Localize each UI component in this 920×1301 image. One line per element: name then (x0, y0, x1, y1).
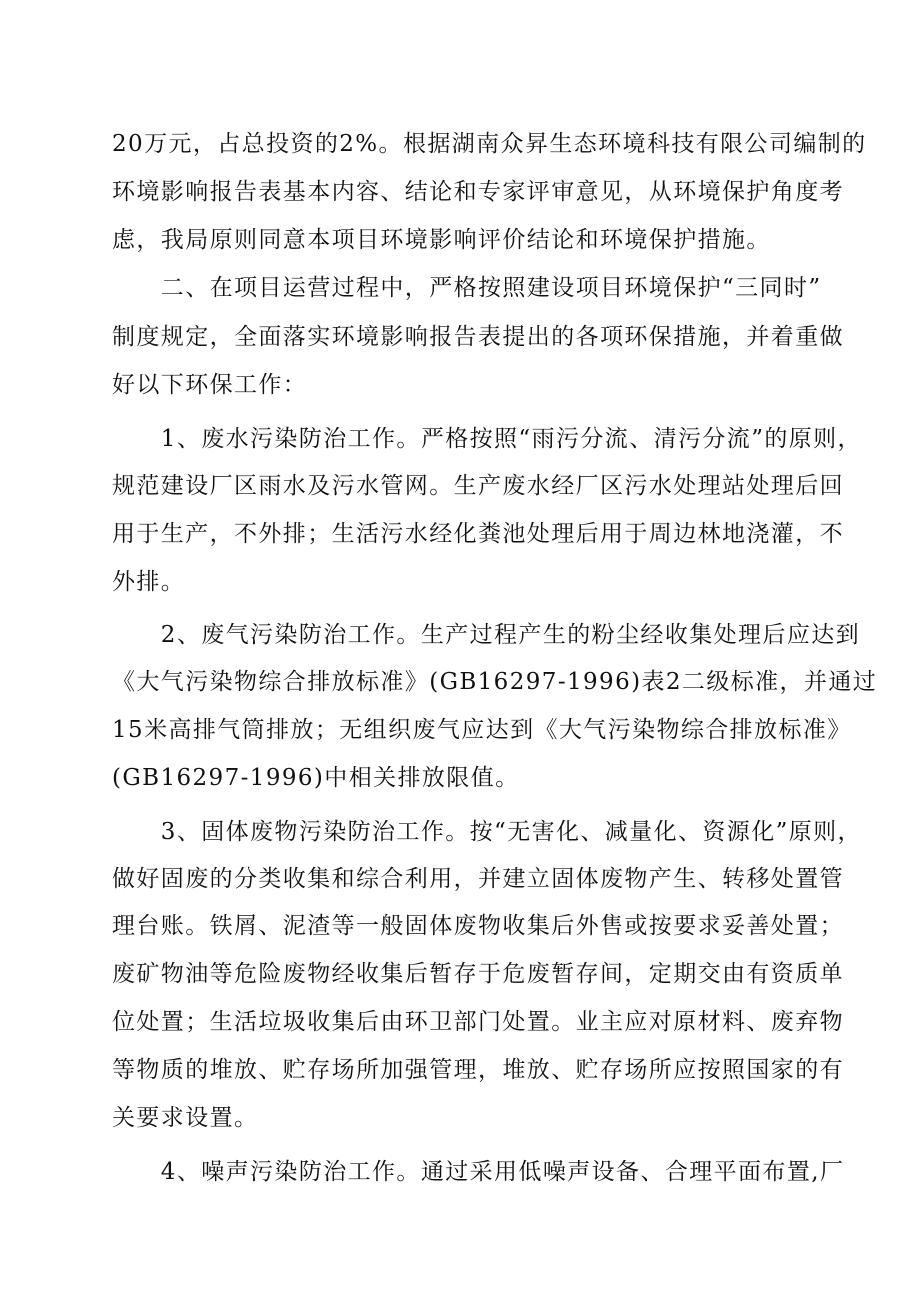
text-line: 等物质的堆放、贮存场所加强管理，堆放、贮存场所应按照国家的有 (112, 1057, 844, 1083)
text-line: 2、废气污染防治工作。生产过程产生的粉尘经收集处理后应达到 (112, 622, 861, 648)
text-line: 用于生产，不外排；生活污水经化粪池处理后用于周边林地浇灌，不 (112, 521, 844, 547)
text-line: 3、固体废物污染防治工作。按“无害化、减量化、资源化”原则， (112, 819, 862, 845)
text-line: 4、噪声污染防治工作。通过采用低噪声设备、合理平面布置,厂 (112, 1159, 845, 1185)
text-line: 理台账。铁屑、泥渣等一般固体废物收集后外售或按要求妥善处置； (112, 913, 844, 939)
text-line: 1、废水污染防治工作。严格按照“雨污分流、清污分流”的原则， (112, 426, 862, 452)
text-line: 20万元，占总投资的2%。根据湖南众昇生态环境科技有限公司编制的 (112, 131, 867, 157)
text-line: 规范建设厂区雨水及污水管网。生产废水经厂区污水处理站处理后回 (112, 473, 844, 499)
text-line: 外排。 (112, 569, 186, 595)
text-line: 好以下环保工作： (112, 372, 308, 398)
text-line: 虑，我局原则同意本项目环境影响评价结论和环境保护措施。 (112, 227, 771, 253)
text-line: (GB16297-1996)中相关排放限值。 (112, 765, 520, 791)
text-line: 二、在项目运营过程中，严格按照建设项目环境保护“三同时” (112, 275, 822, 301)
text-line: 废矿物油等危险废物经收集后暂存于危废暂存间，定期交由有资质单 (112, 961, 844, 987)
text-line: 《大气污染物综合排放标准》(GB16297-1996)表2二级标准，并通过 (112, 669, 878, 695)
text-line: 制度规定，全面落实环境影响报告表提出的各项环保措施，并着重做 (112, 324, 844, 350)
text-line: 15米高排气筒排放；无组织废气应达到《大气污染物综合排放标准》 (112, 717, 852, 743)
text-line: 环境影响报告表基本内容、结论和专家评审意见，从环境保护角度考 (112, 179, 844, 205)
text-line: 位处置；生活垃圾收集后由环卫部门处置。业主应对原材料、废弃物 (112, 1009, 844, 1035)
text-line: 关要求设置。 (112, 1105, 259, 1131)
text-line: 做好固废的分类收集和综合利用，并建立固体废物产生、转移处置管 (112, 866, 844, 892)
